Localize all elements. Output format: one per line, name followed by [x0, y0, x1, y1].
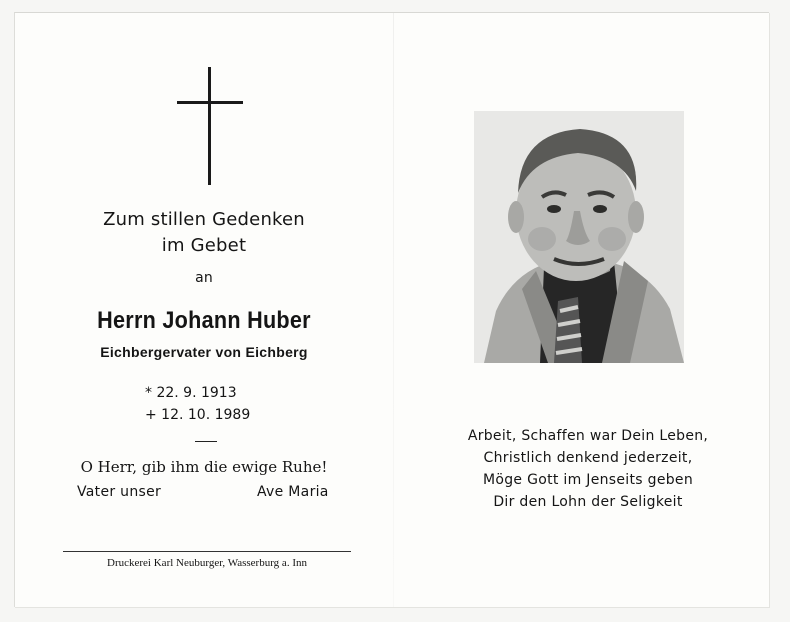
deceased-name: Herrn Johann Huber [97, 307, 311, 334]
death-date: + 12. 10. 1989 [145, 407, 251, 423]
poem-line: Christlich denkend jederzeit, [483, 450, 693, 466]
poem-line: Möge Gott im Jenseits geben [482, 472, 694, 488]
heading-line-1: Zum stillen Gedenken [103, 209, 305, 230]
printer-credit: Druckerei Karl Neuburger, Wasserburg a. Inn [107, 557, 307, 569]
left-panel [15, 13, 393, 607]
deceased-subtitle: Eichbergervater von Eichberg [100, 344, 308, 360]
memorial-poem [407, 425, 769, 513]
poem-line: Dir den Lohn der Seligkeit [493, 494, 683, 510]
memorial-card [14, 12, 769, 607]
prayer-line: O Herr, gib ihm die ewige Ruhe! [80, 458, 328, 476]
prayer-ave-maria: Ave Maria [257, 484, 329, 500]
portrait-photo [474, 111, 684, 363]
heading-line-2: im Gebet [161, 235, 247, 256]
heading-line-3: an [195, 270, 213, 286]
poem-line: Arbeit, Schaffen war Dein Leben, [467, 428, 709, 444]
prayer-vater-unser: Vater unser [77, 484, 162, 500]
separator-dash [195, 441, 217, 442]
birth-date: * 22. 9. 1913 [145, 385, 237, 401]
cross-icon [177, 67, 243, 187]
footer-rule [63, 551, 351, 552]
card-fold [393, 13, 394, 607]
